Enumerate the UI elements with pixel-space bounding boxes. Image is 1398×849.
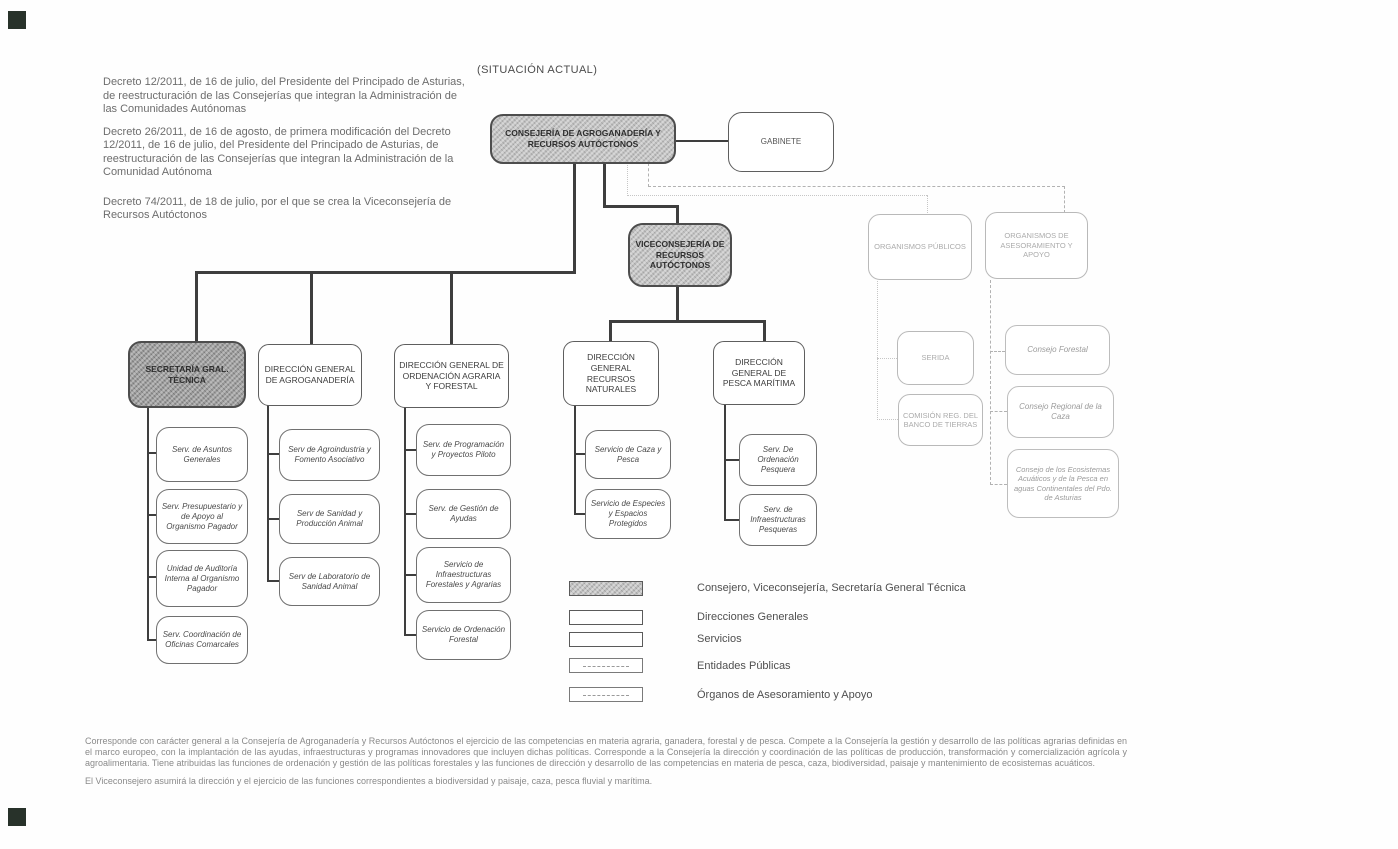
service-box: Serv. de Programación y Proyectos Piloto xyxy=(416,424,511,476)
node-dg-agroganaderia: DIRECCIÓN GENERAL DE AGROGANADERÍA xyxy=(258,344,362,406)
connector-drop-secretaria xyxy=(195,271,198,343)
footer-notes xyxy=(85,736,1127,795)
scan-mark-bottom xyxy=(8,808,26,826)
dotted-publicos-drop xyxy=(927,195,928,215)
dashed-to-asesoramiento xyxy=(648,186,1065,187)
service-box: Serv. Coordinación de Oficinas Comarcales xyxy=(156,616,248,664)
node-consejo-ecosistemas: Consejo de los Ecosistemas Acuáticos y de la Pesca en aguas Continentales del Pdo. de Asturias xyxy=(1007,449,1119,518)
connector-vice-rail xyxy=(609,320,766,323)
node-organismos-asesoramiento: ORGANISMOS DE ASESORAMIENTO Y APOYO xyxy=(985,212,1088,279)
service-box: Serv. de Asuntos Generales xyxy=(156,427,248,482)
trunk-dg-pesca xyxy=(724,404,726,521)
node-consejo-forestal: Consejo Forestal xyxy=(1005,325,1110,375)
service-box: Serv. De Ordenación Pesquera xyxy=(739,434,817,486)
connector-consejeria-left-drop xyxy=(573,163,576,273)
trunk-secretaria xyxy=(147,407,149,641)
decree-1: Decreto 12/2011, de 16 de julio, del Presidente del Principado de Asturias, de reestructuración de las Consejerías que integran la Administración de las Comunidades Autónomas xyxy=(103,76,465,115)
connector-right-elbow xyxy=(603,205,679,208)
legend-swatch-organos xyxy=(569,687,643,702)
legend-swatch-servicios xyxy=(569,632,643,647)
node-consejeria: CONSEJERÍA DE AGROGANADERÍA Y RECURSOS AUTÓCTONOS xyxy=(490,114,676,164)
scan-mark-top xyxy=(8,11,26,29)
node-viceconsejeria: VICECONSEJERÍA DE RECURSOS AUTÓCTONOS xyxy=(628,223,732,287)
dotted-publicos-trunk xyxy=(877,281,878,420)
node-consejo-regional-caza: Consejo Regional de la Caza xyxy=(1007,386,1114,438)
dashed-consejeria-down xyxy=(648,163,649,187)
connector-left-rail xyxy=(195,271,576,274)
service-box: Servicio de Infraestructuras Forestales y Agrarias xyxy=(416,547,511,603)
legend-label: Órganos de Asesoramiento y Apoyo xyxy=(697,689,873,701)
decree-3: Decreto 74/2011, de 18 de julio, por el que se crea la Viceconsejería de Recursos Autóctonos xyxy=(103,195,452,221)
trunk-dg-agroganaderia xyxy=(267,405,269,581)
service-box: Servicio de Especies y Espacios Protegidos xyxy=(585,489,671,539)
dotted-consejeria-down xyxy=(627,163,628,196)
node-comision-banco-tierras: COMISIÓN REG. DEL BANCO DE TIERRAS xyxy=(898,394,983,446)
dotted-stub-serida xyxy=(877,358,897,359)
legend-swatch-shaded xyxy=(569,581,643,596)
stub xyxy=(724,519,740,521)
footer-paragraph-1: Corresponde con carácter general a la Consejería de Agroganadería y Recursos Autóctonos el ejercicio de las competencias en materia agraria, ganadera, forestal y de pesca. Compete a la Consejería la gestión y desarrollo de las políticas agrarias definidas en el marco europeo, con la implantación de las ayudas, infraestructuras y programas innovadores que incluyen dichas políticas. Corresponde a la Consejería la dirección y coordinación de las políticas de producción, transformación y comercialización agrícola y agroalimentaria. Tiene atribuidas las funciones de ordenación y gestión de las políticas forestales y las funciones de dirección y desarrollo de las competencias en materia de pesca, caza, biodiversidad, paisaje y mantenimiento de ecosistemas acuáticos. xyxy=(85,736,1127,768)
service-box: Serv de Agroindustria y Fomento Asociativo xyxy=(279,429,380,481)
page-title: (SITUACIÓN ACTUAL) xyxy=(477,64,598,76)
connector-viceconsejeria-drop xyxy=(676,286,679,323)
connector-consejeria-right-drop xyxy=(603,163,606,208)
legend-label: Direcciones Generales xyxy=(697,611,809,623)
service-box: Serv. de Gestión de Ayudas xyxy=(416,489,511,539)
node-dg-pesca-maritima: DIRECCIÓN GENERAL DE PESCA MARÍTIMA xyxy=(713,341,805,405)
service-box: Servicio de Ordenación Forestal xyxy=(416,610,511,660)
connector-consejeria-gabinete xyxy=(675,140,728,142)
service-box: Serv de Sanidad y Producción Animal xyxy=(279,494,380,544)
legend-label: Consejero, Viceconsejería, Secretaría General Técnica xyxy=(697,582,966,594)
node-dg-recursos-naturales: DIRECCIÓN GENERAL RECURSOS NATURALES xyxy=(563,341,659,406)
dashed-asesoramiento-drop xyxy=(1064,186,1065,213)
node-organismos-publicos: ORGANISMOS PÚBLICOS xyxy=(868,214,972,280)
dashed-stub-ecosistemas xyxy=(990,484,1007,485)
node-secretaria-general-tecnica: SECRETARÍA GRAL. TÉCNICA xyxy=(128,341,246,408)
legend-label: Entidades Públicas xyxy=(697,660,791,672)
trunk-dg-recursos xyxy=(574,405,576,515)
node-gabinete: GABINETE xyxy=(728,112,834,172)
connector-drop-dg-recursos xyxy=(609,320,612,342)
service-box: Unidad de Auditoría Interna al Organismo Pagador xyxy=(156,550,248,607)
node-dg-ordenacion-agraria-forestal: DIRECCIÓN GENERAL DE ORDENACIÓN AGRARIA Y FORESTAL xyxy=(394,344,509,408)
stub xyxy=(724,459,740,461)
service-box: Serv. Presupuestario y de Apoyo al Organismo Pagador xyxy=(156,489,248,544)
trunk-dg-ordenacion xyxy=(404,407,406,635)
dashed-stub-caza xyxy=(990,411,1007,412)
dotted-stub-comision xyxy=(877,419,898,420)
dashed-stub-forestal xyxy=(990,351,1005,352)
legend-swatch-entidades xyxy=(569,658,643,673)
connector-drop-dg-agroganaderia xyxy=(310,271,313,346)
legend-swatch-direcciones xyxy=(569,610,643,625)
connector-drop-dg-ordenacion xyxy=(450,271,453,346)
service-box: Serv de Laboratorio de Sanidad Animal xyxy=(279,557,380,606)
footer-paragraph-2: El Viceconsejero asumirá la dirección y el ejercicio de las funciones correspondientes a biodiversidad y paisaje, caza, pesca fluvial y marítima. xyxy=(85,776,653,787)
decree-notes xyxy=(103,76,471,232)
legend-label: Servicios xyxy=(697,633,742,645)
dotted-to-publicos xyxy=(627,195,927,196)
service-box: Servicio de Caza y Pesca xyxy=(585,430,671,479)
service-box: Serv. de Infraestructuras Pesqueras xyxy=(739,494,817,546)
node-serida: SERIDA xyxy=(897,331,974,385)
connector-to-viceconsejeria xyxy=(676,205,679,225)
decree-2: Decreto 26/2011, de 16 de agosto, de primera modificación del Decreto 12/2011, de 16 de julio, del Presidente del Principado de Asturias, de reestructuración de las Consejerías que integran la Administración de la Comunidad Autónoma xyxy=(103,125,454,178)
dashed-asesoramiento-trunk xyxy=(990,280,991,485)
connector-drop-dg-pesca xyxy=(763,320,766,342)
